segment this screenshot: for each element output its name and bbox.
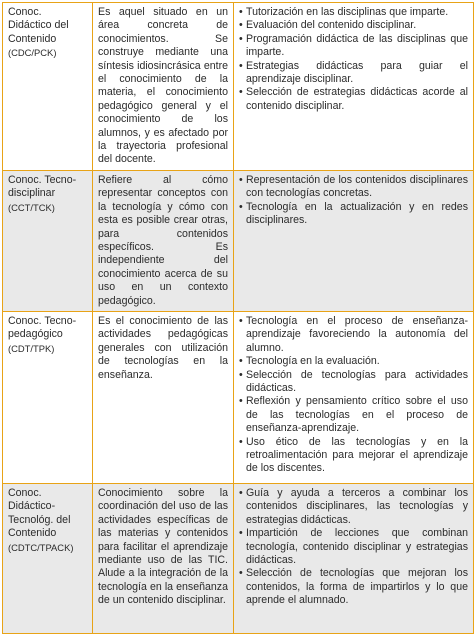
list-item: • Uso ético de las tecnologías y en la retroalimentación para mejorar el aprendizaje de los discentes.	[239, 435, 468, 475]
items-cell	[234, 170, 474, 311]
knowledge-abbr: (CDT/TPK)	[8, 342, 55, 354]
items-cell	[234, 483, 474, 633]
items-cell	[234, 311, 474, 483]
knowledge-name: Conoc. Tecno-disciplinar	[8, 173, 77, 200]
description-cell	[93, 311, 234, 483]
list-item: • Selección de tecnologías que mejoran los contenidos, la forma de impartirlos y lo que aprende el alumnado.	[239, 567, 468, 607]
table-row	[3, 170, 474, 311]
bullet-icon: •	[239, 6, 243, 18]
table-row	[3, 311, 474, 483]
knowledge-name-cell	[3, 483, 93, 633]
bullet-icon: •	[239, 32, 243, 45]
bullet-icon: •	[239, 59, 243, 72]
list-item: • Selección de tecnologías para actividades didácticas.	[239, 368, 468, 394]
knowledge-description: Conocimiento sobre la coordinación del uso de las actividades específicas de las materias y contenidos para facilitar el aprendizaje mediante uso de las TIC. Alude a la integración de la tecnología en la enseñanza de un contenido disciplinar.	[98, 486, 228, 607]
list-item: • Tecnología en el proceso de enseñanza-aprendizaje favoreciendo la autonomía del alumno.	[239, 314, 468, 354]
bullet-icon: •	[239, 200, 243, 213]
knowledge-table	[2, 2, 474, 634]
list-item: • Guía y ayuda a terceros a combinar los contenidos disciplinares, las tecnologías y estrategias didácticas.	[239, 486, 468, 526]
bullet-icon: •	[239, 395, 243, 408]
knowledge-abbr: (CDC/PCK)	[8, 47, 57, 59]
description-cell	[93, 170, 234, 311]
bullet-icon: •	[239, 368, 243, 381]
items-cell	[234, 3, 474, 171]
knowledge-abbr: (CCT/TCK)	[8, 201, 55, 213]
bullet-icon: •	[239, 19, 243, 32]
item-list	[239, 6, 468, 113]
bullet-icon: •	[239, 435, 243, 448]
bullet-icon: •	[239, 355, 243, 368]
bullet-icon: •	[239, 314, 243, 327]
knowledge-description: Es el conocimiento de las actividades pedagógicas generales con utilización de tecnologías en la enseñanza.	[98, 314, 228, 381]
item-list	[239, 487, 468, 608]
table-row	[3, 3, 474, 171]
list-item: • Selección de estrategias didácticas acorde al contenido disciplinar.	[239, 86, 468, 112]
knowledge-name: Conoc. Didáctico-Tecnológ. del Contenido	[8, 486, 71, 540]
list-item: • Tecnología en la evaluación.	[239, 355, 380, 368]
list-item: • Evaluación del contenido disciplinar.	[239, 19, 417, 32]
knowledge-name-cell	[3, 3, 93, 171]
list-item: • Impartición de lecciones que combinan tecnología, contenido disciplinar y estrategias didácticas.	[239, 527, 468, 566]
knowledge-description: Es aquel situado en un área concreta de conocimientos. Se construye mediante una síntesis idiosincrásica entre el conocimiento de la materia, el conocimiento pedagógico general y el conocimiento de los alumnos, y es afectado por la trayectoria profesional del docente.	[98, 6, 228, 166]
bullet-icon: •	[239, 173, 243, 186]
list-item: • Reflexión y pensamiento crítico sobre el uso de las tecnologías en el proceso de enseñanza-aprendizaje.	[239, 395, 468, 435]
list-item: • Representación de los contenidos disciplinares con tecnologías concretas.	[239, 173, 468, 200]
knowledge-name-cell	[3, 170, 93, 311]
bullet-icon: •	[239, 486, 243, 499]
description-cell	[93, 483, 234, 633]
item-list	[239, 315, 468, 476]
list-item: • Programación didáctica de las disciplinas que imparte.	[239, 32, 468, 59]
knowledge-name: Conoc. Tecno-pedagógico	[8, 314, 77, 341]
bullet-icon: •	[239, 567, 243, 580]
list-item: • Estrategias didácticas para guiar el aprendizaje disciplinar.	[239, 59, 468, 86]
knowledge-name-cell	[3, 311, 93, 483]
knowledge-description: Refiere al cómo representar conceptos con la tecnología y cómo con esta es posible crear otras, para contenidos específicos. Es independiente del conocimiento acerca de su uso en un contexto pedagógico.	[98, 173, 228, 307]
list-item: • Tecnología en la actualización y en redes disciplinares.	[239, 200, 468, 227]
list-item: • Tutorización en las disciplinas que imparte.	[239, 6, 449, 18]
table-row	[3, 483, 474, 633]
knowledge-name: Conoc. Didáctico del Contenido	[8, 6, 69, 45]
bullet-icon: •	[239, 86, 243, 99]
item-list	[239, 174, 468, 228]
knowledge-abbr: (CDTC/TPACK)	[8, 541, 74, 553]
bullet-icon: •	[239, 527, 243, 540]
description-cell	[93, 3, 234, 171]
